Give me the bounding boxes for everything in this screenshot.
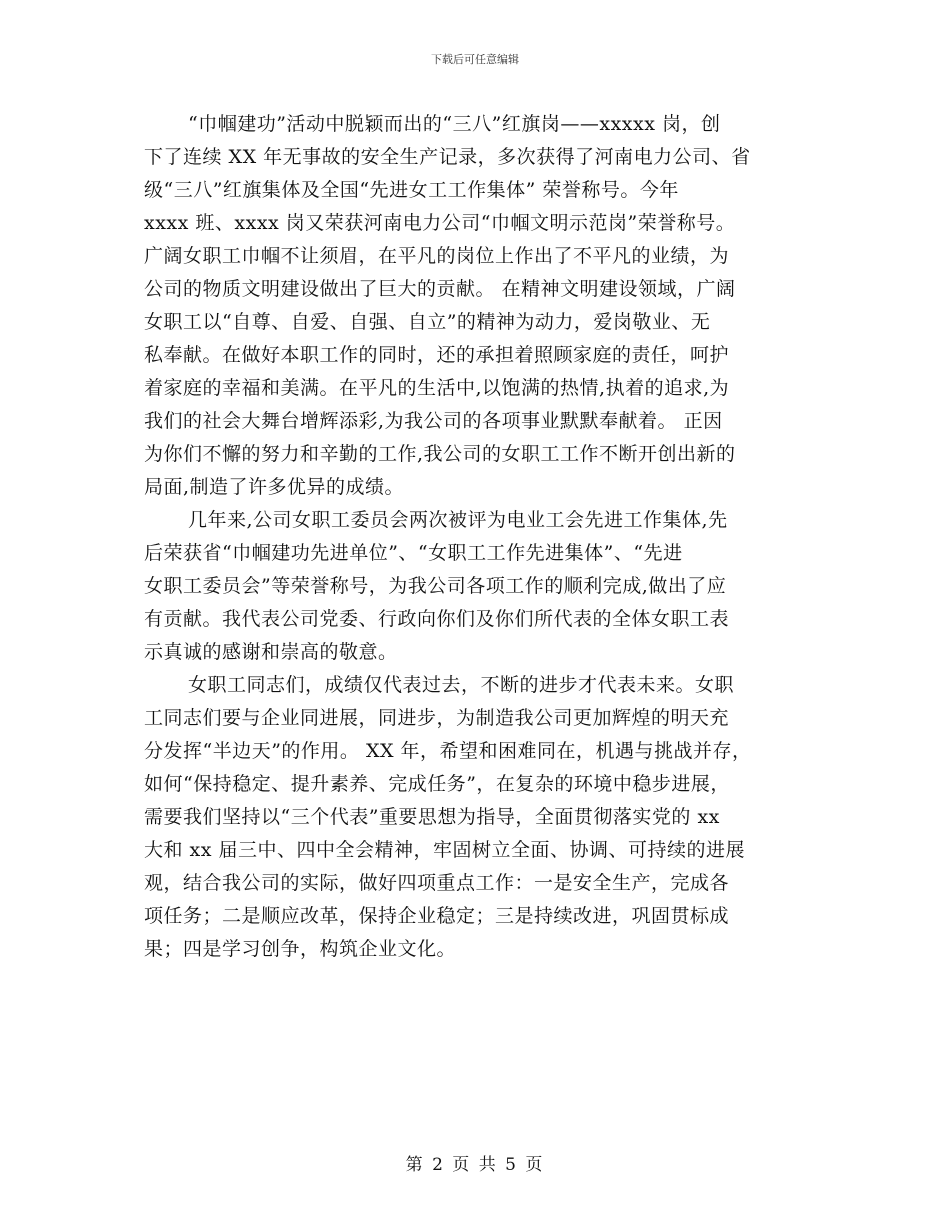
text-line: 果；四是学习创争，构筑企业文化。	[144, 938, 457, 960]
text-line: 下了连续 XX 年无事故的安全生产记录，多次获得了河南电力公司、省	[144, 146, 751, 168]
text-line: 后荣获省“巾帼建功先进单位”、“女职工工作先进集体”、“先进	[144, 542, 683, 564]
text-line: 大和 xx 届三中、四中全会精神，牢固树立全面、协调、可持续的进展	[144, 839, 746, 861]
text-line: 观，结合我公司的实际，做好四项重点工作：一是安全生产，完成各	[144, 872, 730, 894]
text-line: 私奉献。在做好本职工作的同时，还的承担着照顾家庭的责任，呵护	[144, 344, 730, 366]
text-line: 女职工同志们，成绩仅代表过去，不断的进步才代表未来。女职	[188, 674, 735, 696]
text-line: 如何“保持稳定、提升素养、完成任务”，在复杂的环境中稳步进展，	[144, 773, 730, 795]
text-line: 项任务；二是顺应改革，保持企业稳定；三是持续改进，巩固贯标成	[144, 905, 730, 927]
text-line: 女职工以“自尊、自爱、自强、自立”的精神为动力，爱岗敬业、无	[144, 311, 711, 333]
text-line: 工同志们要与企业同进展，同进步，为制造我公司更加辉煌的明天充	[144, 707, 730, 729]
text-line: 公司的物质文明建设做出了巨大的贡献。 在精神文明建设领域，广阔	[144, 278, 736, 300]
text-line: 有贡献。我代表公司党委、行政向你们及你们所代表的全体女职工表	[144, 608, 730, 630]
text-line: 级“三八”红旗集体及全国“先进女工工作集体” 荣誉称号。今年	[144, 179, 679, 201]
text-line: “巾帼建功”活动中脱颖而出的“三八”红旗岗——xxxxx 岗，创	[188, 113, 721, 135]
text-line: 几年来,公司女职工委员会两次被评为电业工会先进工作集体,先	[188, 509, 728, 531]
page-header-note: 下载后可任意编辑	[431, 53, 519, 66]
text-line: 分发挥“半边天”的作用。 XX 年，希望和困难同在，机遇与挑战并存，	[144, 740, 752, 762]
text-line: 女职工委员会”等荣誉称号，为我公司各项工作的顺利完成,做出了应	[144, 575, 727, 597]
page-number: 第 2 页 共 5 页	[405, 1155, 545, 1175]
text-line: 示真诚的感谢和崇高的敬意。	[144, 641, 398, 663]
text-line: 为你们不懈的努力和辛勤的工作,我公司的女职工工作不断开创出新的	[144, 443, 736, 465]
text-line: 需要我们坚持以“三个代表”重要思想为指导，全面贯彻落实党的 xx	[144, 806, 720, 828]
text-line: 着家庭的幸福和美满。在平凡的生活中,以饱满的热情,执着的追求,为	[144, 377, 730, 399]
text-line: xxxx 班、xxxx 岗又荣获河南电力公司“巾帼文明示范岗”荣誉称号。	[144, 212, 736, 234]
text-line: 我们的社会大舞台增辉添彩,为我公司的各项事业默默奉献着。 正因	[144, 410, 723, 432]
text-line: 广阔女职工巾帼不让须眉，在平凡的岗位上作出了不平凡的业绩，为	[144, 245, 730, 267]
text-line: 局面,制造了许多优异的成绩。	[144, 476, 405, 498]
